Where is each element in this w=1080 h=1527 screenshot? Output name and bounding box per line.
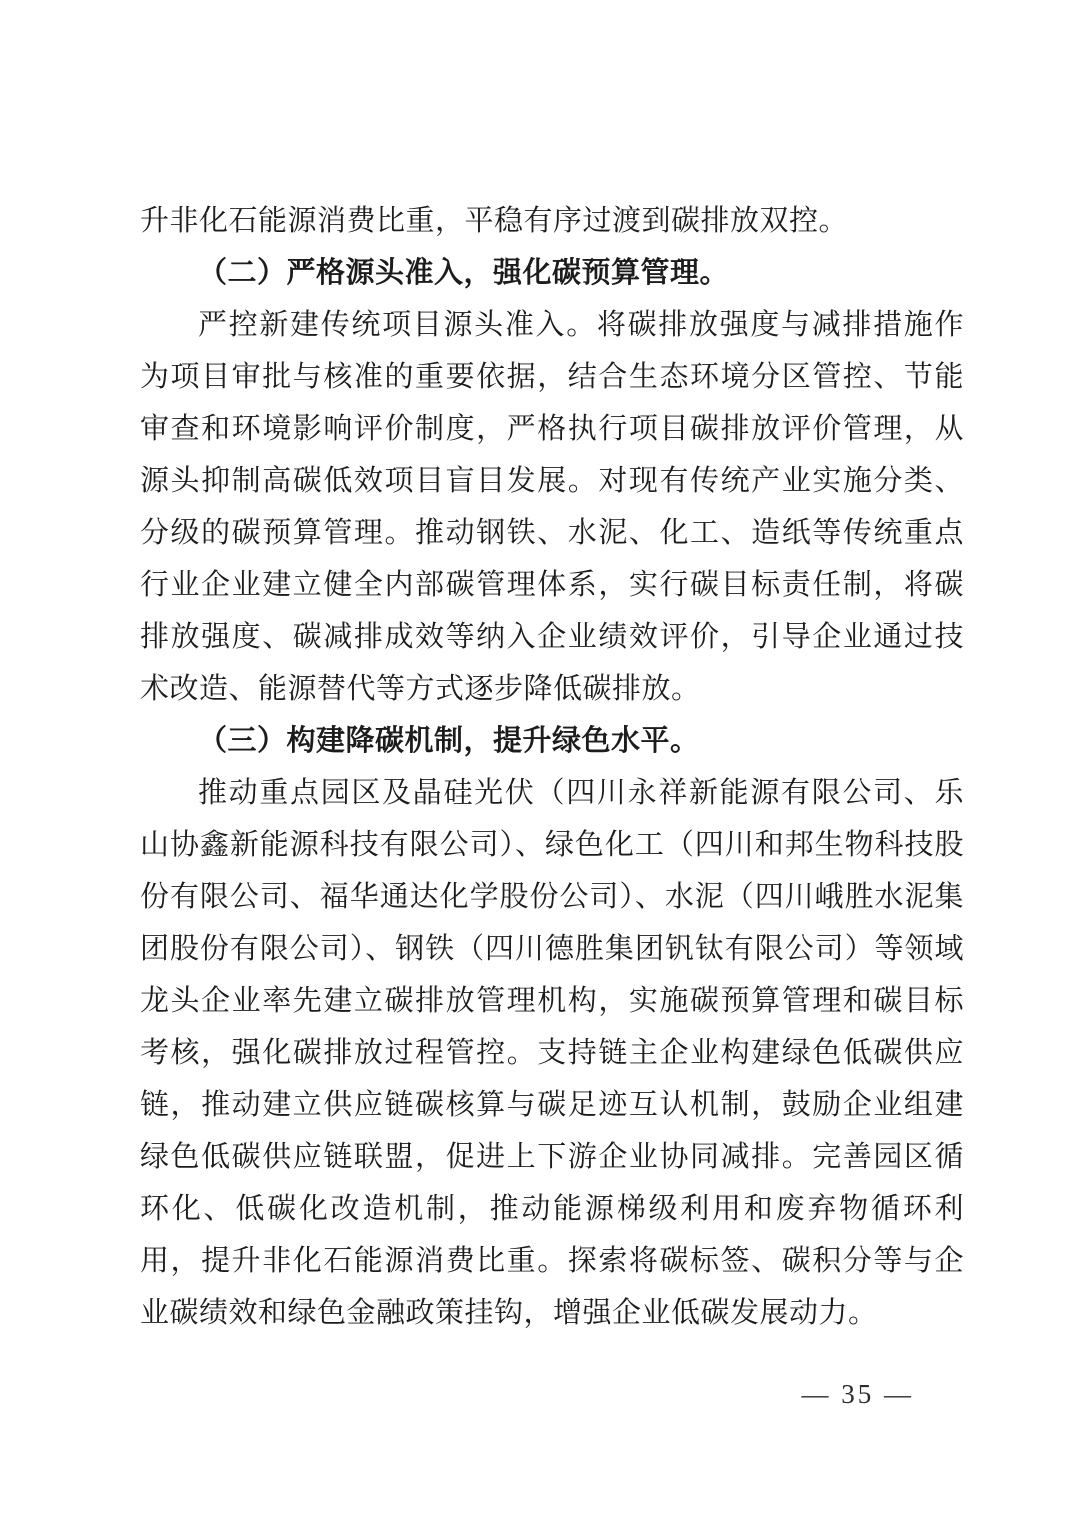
section-heading: （二）严格源头准入，强化碳预算管理。: [198, 257, 730, 289]
paragraph: 升非化石能源消费比重，平稳有序过渡到碳排放双控。: [140, 205, 849, 237]
section-heading: （三）构建降碳机制，提升绿色水平。: [198, 725, 700, 757]
document-body: [140, 195, 964, 1339]
page-number: — 35 —: [801, 1379, 914, 1409]
paragraph: 严控新建传统项目源头准入。将碳排放强度与减排措施作为项目审批与核准的重要依据，结合生态环境分区管控、节能审查和环境影响评价制度，严格执行项目碳排放评价管理，从源头抑制高碳低效项目盲目发展。对现有传统产业实施分类、分级的碳预算管理。推动钢铁、水泥、化工、造纸等传统重点行业企业建立健全内部碳管理体系，实行碳目标责任制，将碳排放强度、碳减排成效等纳入企业绩效评价，引导企业通过技术改造、能源替代等方式逐步降低碳排放。: [140, 309, 964, 705]
paragraph: 推动重点园区及晶硅光伏（四川永祥新能源有限公司、乐山协鑫新能源科技有限公司）、绿色化工（四川和邦生物科技股份有限公司、福华通达化学股份公司）、水泥（四川峨胜水泥集团股份有限公司）、钢铁（四川德胜集团钒钛有限公司）等领域龙头企业率先建立碳排放管理机构，实施碳预算管理和碳目标考核，强化碳排放过程管控。支持链主企业构建绿色低碳供应链，推动建立供应链碳核算与碳足迹互认机制，鼓励企业组建绿色低碳供应链联盟，促进上下游企业协同减排。完善园区循环化、低碳化改造机制，推动能源梯级利用和废弃物循环利用，提升非化石能源消费比重。探索将碳标签、碳积分等与企业碳绩效和绿色金融政策挂钩，增强企业低碳发展动力。: [140, 777, 964, 1329]
